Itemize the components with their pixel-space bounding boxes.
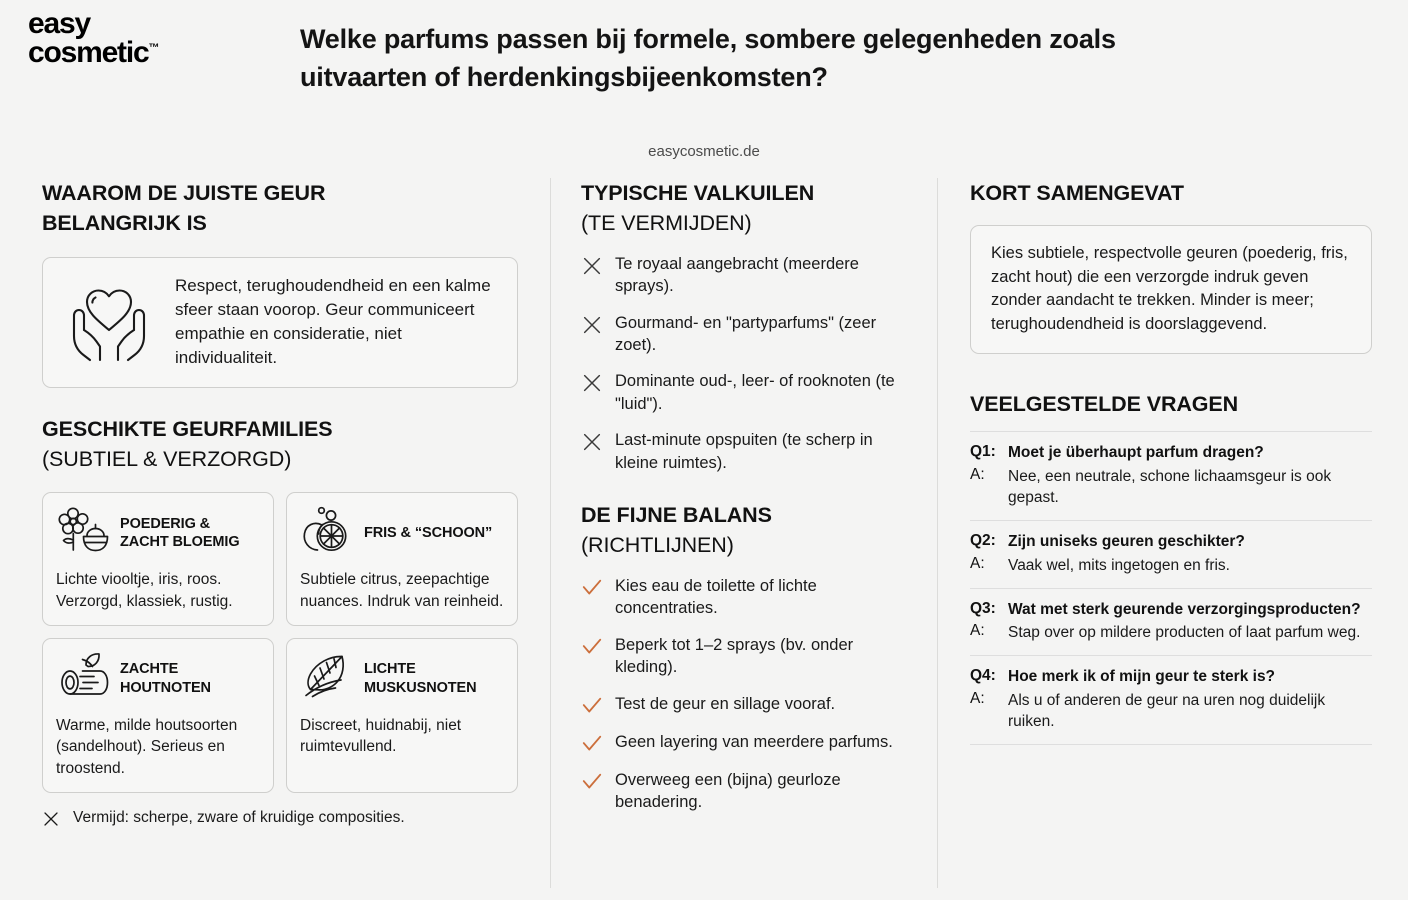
avoid-note <box>42 809 518 832</box>
family-title: FRIS & “SCHOON” <box>364 524 493 541</box>
list-item <box>581 692 907 717</box>
why-card <box>42 257 518 388</box>
family-body: Warme, milde houtsoorten (sandelhout). Serieus en troostend. <box>56 717 238 777</box>
guideline-text: Overweeg een (bijna) geurloze benadering. <box>615 770 841 811</box>
faq-question-label: Q3: <box>970 599 996 617</box>
pitfall-text: Te royaal aangebracht (meerdere sprays). <box>615 254 859 296</box>
page-title: Welke parfums passen bij formele, sombere gelegenheden zoals uitvaarten of herdenkingsbijeenkomsten? <box>300 24 1116 93</box>
trademark-symbol: ™ <box>148 41 160 54</box>
list-item <box>581 574 907 620</box>
pitfall-text: Last-minute opspuiten (te scherp in kleine ruimtes). <box>615 431 873 472</box>
list-item <box>581 633 907 679</box>
faq-question-label: Q4: <box>970 667 996 685</box>
pitfalls-list <box>581 252 907 475</box>
column-middle <box>550 178 937 888</box>
feather-icon <box>300 651 356 706</box>
family-title: ZACHTE HOUTNOTEN <box>120 661 211 696</box>
faq-answer-label: A: <box>970 465 985 483</box>
faq-answer: Als u of anderen de geur na uren nog duidelijk ruiken. <box>1008 692 1326 731</box>
faq-answer: Nee, een neutrale, schone lichaamsgeur is ook gepast. <box>1008 467 1332 506</box>
x-mark-icon <box>42 810 64 832</box>
heading-why-right-scent: WAAROM DE JUISTE GEUR BELANGRIJK IS <box>42 181 326 236</box>
x-mark-icon <box>581 314 603 336</box>
heading-fine-balance: DE FIJNE BALANS (RICHTLIJNEN) <box>581 503 772 558</box>
guideline-text: Geen layering van meerdere parfums. <box>615 732 893 751</box>
faq-answer-label: A: <box>970 554 985 572</box>
faq-list <box>970 431 1372 745</box>
guideline-text: Beperk tot 1–2 sprays (bv. onder kleding). <box>615 635 854 677</box>
faq-question-label: Q2: <box>970 532 996 550</box>
site-url: easycosmetic.de <box>648 143 760 160</box>
pitfall-text: Dominante oud-, leer- of rooknoten (te "luid"). <box>615 372 895 413</box>
list-item <box>581 730 907 755</box>
faq-question: Zijn uniseks geuren geschikter? <box>1008 533 1245 551</box>
summary-text: Kies subtiele, respectvolle geuren (poederig, fris, zacht hout) die een verzorgde indruk geven zonder aandacht te trekken. Minder is meer; terughoudendheid is doorslaggevend. <box>991 244 1348 333</box>
list-item <box>581 369 907 415</box>
list-item <box>581 252 907 298</box>
list-item <box>581 428 907 474</box>
faq-answer-label: A: <box>970 622 985 640</box>
list-item <box>581 768 907 814</box>
family-card-powdery-floral <box>42 492 274 626</box>
brand-logo-line1: easy <box>28 7 90 40</box>
pitfall-text: Gourmand- en "partyparfums" (zeer zoet). <box>615 313 877 354</box>
column-right <box>937 178 1408 888</box>
family-body: Lichte viooltje, iris, roos. Verzorgd, klassiek, rustig. <box>56 571 233 610</box>
page-header <box>0 0 1408 160</box>
family-body: Subtiele citrus, zeepachtige nuances. Indruk van reinheid. <box>300 571 504 610</box>
brand-logo-line2: cosmetic™ <box>28 35 160 69</box>
family-card-soft-woods <box>42 638 274 793</box>
brand-logo <box>28 7 160 69</box>
family-title: POEDERIG & ZACHT BLOEMIG <box>120 515 240 550</box>
family-card-fresh-clean <box>286 492 518 626</box>
family-body: Discreet, huidnabij, niet ruimtevullend. <box>300 717 462 756</box>
faq-item <box>970 588 1372 656</box>
why-card-text: Respect, terughoudendheid en een kalme sfeer staan voorop. Geur communiceert empathie en consideratie, niet individualiteit. <box>175 275 491 368</box>
content-columns <box>0 178 1408 888</box>
x-mark-icon <box>581 431 603 453</box>
faq-question: Moet je überhaupt parfum dragen? <box>1008 444 1264 462</box>
faq-question: Wat met sterk geurende verzorgingsproducten? <box>1008 600 1361 618</box>
fragrance-family-grid <box>42 492 518 793</box>
check-mark-icon <box>581 733 603 755</box>
faq-answer: Stap over op mildere producten of laat parfum weg. <box>1008 624 1361 642</box>
faq-answer: Vaak wel, mits ingetogen en fris. <box>1008 556 1230 574</box>
x-mark-icon <box>581 255 603 277</box>
faq-item <box>970 431 1372 520</box>
faq-question-label: Q1: <box>970 443 996 461</box>
heading-summary: KORT SAMENGEVAT <box>970 181 1184 205</box>
faq-item <box>970 520 1372 588</box>
hands-holding-heart-icon <box>57 274 161 371</box>
x-mark-icon <box>581 372 603 394</box>
list-item <box>581 311 907 357</box>
family-card-light-musk <box>286 638 518 793</box>
wood-log-leaf-icon <box>56 651 112 706</box>
guideline-text: Test de geur en sillage vooraf. <box>615 694 836 713</box>
faq-item <box>970 655 1372 745</box>
avoid-note-text: Vermijd: scherpe, zware of kruidige composities. <box>73 809 405 827</box>
guidelines-list <box>581 574 907 814</box>
lemon-citrus-slice-icon <box>300 505 356 560</box>
column-left <box>0 178 550 888</box>
heading-typical-pitfalls: TYPISCHE VALKUILEN (TE VERMIJDEN) <box>581 181 815 236</box>
flower-powder-jar-icon <box>56 505 112 560</box>
heading-faq: VEELGESTELDE VRAGEN <box>970 392 1239 416</box>
faq-question: Hoe merk ik of mijn geur te sterk is? <box>1008 668 1276 686</box>
check-mark-icon <box>581 636 603 658</box>
check-mark-icon <box>581 695 603 717</box>
family-title: LICHTE MUSKUSNOTEN <box>364 661 477 696</box>
guideline-text: Kies eau de toilette of lichte concentraties. <box>615 576 817 618</box>
check-mark-icon <box>581 771 603 793</box>
faq-answer-label: A: <box>970 690 985 708</box>
check-mark-icon <box>581 577 603 599</box>
heading-suitable-fragrance-families: GESCHIKTE GEURFAMILIES (SUBTIEL & VERZORGD) <box>42 416 333 471</box>
summary-card <box>970 225 1372 354</box>
